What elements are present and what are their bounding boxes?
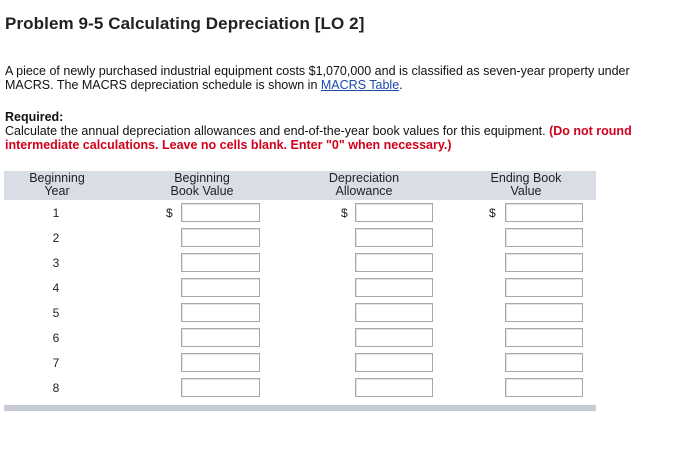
header-beginning-year <box>18 172 96 198</box>
header-beginning-book-value <box>148 172 256 198</box>
depreciation-allowance-input[interactable] <box>355 378 433 397</box>
required-instructions: Calculate the annual depreciation allowances and end-of-the-year book values for this equipment. <box>5 124 550 138</box>
beginning-book-value-input[interactable] <box>181 203 260 222</box>
year-cell: 4 <box>52 281 60 295</box>
ending-book-value-input[interactable] <box>505 228 583 247</box>
table-row <box>4 226 596 251</box>
macrs-table-link[interactable]: MACRS Table <box>320 78 400 92</box>
depreciation-allowance-input[interactable] <box>355 253 433 272</box>
header-text: Beginning <box>174 171 230 185</box>
year-cell: 3 <box>52 256 60 270</box>
currency-symbol: $ <box>341 206 348 220</box>
currency-symbol: $ <box>489 206 496 220</box>
ending-book-value-input[interactable] <box>505 328 583 347</box>
table-row <box>4 376 596 401</box>
ending-book-value-input[interactable] <box>505 253 583 272</box>
table-row <box>4 251 596 276</box>
beginning-book-value-input[interactable] <box>181 228 260 247</box>
table-row <box>4 276 596 301</box>
year-cell: 2 <box>52 231 60 245</box>
year-cell: 5 <box>52 306 60 320</box>
ending-book-value-input[interactable] <box>505 303 583 322</box>
beginning-book-value-input[interactable] <box>181 278 260 297</box>
required-text <box>5 124 665 152</box>
table-footer-bar <box>4 405 596 411</box>
required-emphasis: (Do not round intermediate calculations. Leave no cells blank. Enter "0" when necessary.) <box>5 124 632 152</box>
required-label: Required: <box>5 110 64 124</box>
header-text: Ending Book <box>490 171 562 185</box>
beginning-book-value-input[interactable] <box>181 328 260 347</box>
year-cell: 1 <box>52 206 60 220</box>
intro-end: . <box>399 78 403 92</box>
header-text: Year <box>44 184 70 198</box>
depreciation-allowance-input[interactable] <box>355 228 433 247</box>
beginning-book-value-input[interactable] <box>181 253 260 272</box>
ending-book-value-input[interactable] <box>505 353 583 372</box>
ending-book-value-input[interactable] <box>505 378 583 397</box>
header-depreciation-allowance <box>308 172 420 198</box>
depreciation-allowance-input[interactable] <box>355 303 433 322</box>
header-text: Book Value <box>170 184 234 198</box>
currency-symbol: $ <box>166 206 173 220</box>
ending-book-value-input[interactable] <box>505 278 583 297</box>
depreciation-allowance-input[interactable] <box>355 203 433 222</box>
beginning-book-value-input[interactable] <box>181 378 260 397</box>
header-ending-book-value <box>474 172 578 198</box>
depreciation-allowance-input[interactable] <box>355 353 433 372</box>
ending-book-value-input[interactable] <box>505 203 583 222</box>
table-row <box>4 326 596 351</box>
table-row <box>4 201 596 226</box>
intro-text: A piece of newly purchased industrial equipment costs $1,070,000 and is classified as seven-year property under MACRS. The MACRS depreciation schedule is shown in <box>5 64 630 92</box>
table-row <box>4 301 596 326</box>
year-cell: 6 <box>52 331 60 345</box>
header-text: Allowance <box>335 184 393 198</box>
beginning-book-value-input[interactable] <box>181 303 260 322</box>
header-text: Value <box>510 184 542 198</box>
problem-title: Problem 9-5 Calculating Depreciation [LO 2] <box>5 14 365 33</box>
problem-intro <box>5 64 665 92</box>
beginning-book-value-input[interactable] <box>181 353 260 372</box>
header-text: Depreciation <box>328 171 400 185</box>
year-cell: 8 <box>52 381 60 395</box>
year-cell: 7 <box>52 356 60 370</box>
header-text: Beginning <box>29 171 85 185</box>
depreciation-allowance-input[interactable] <box>355 328 433 347</box>
table-row <box>4 351 596 376</box>
depreciation-allowance-input[interactable] <box>355 278 433 297</box>
